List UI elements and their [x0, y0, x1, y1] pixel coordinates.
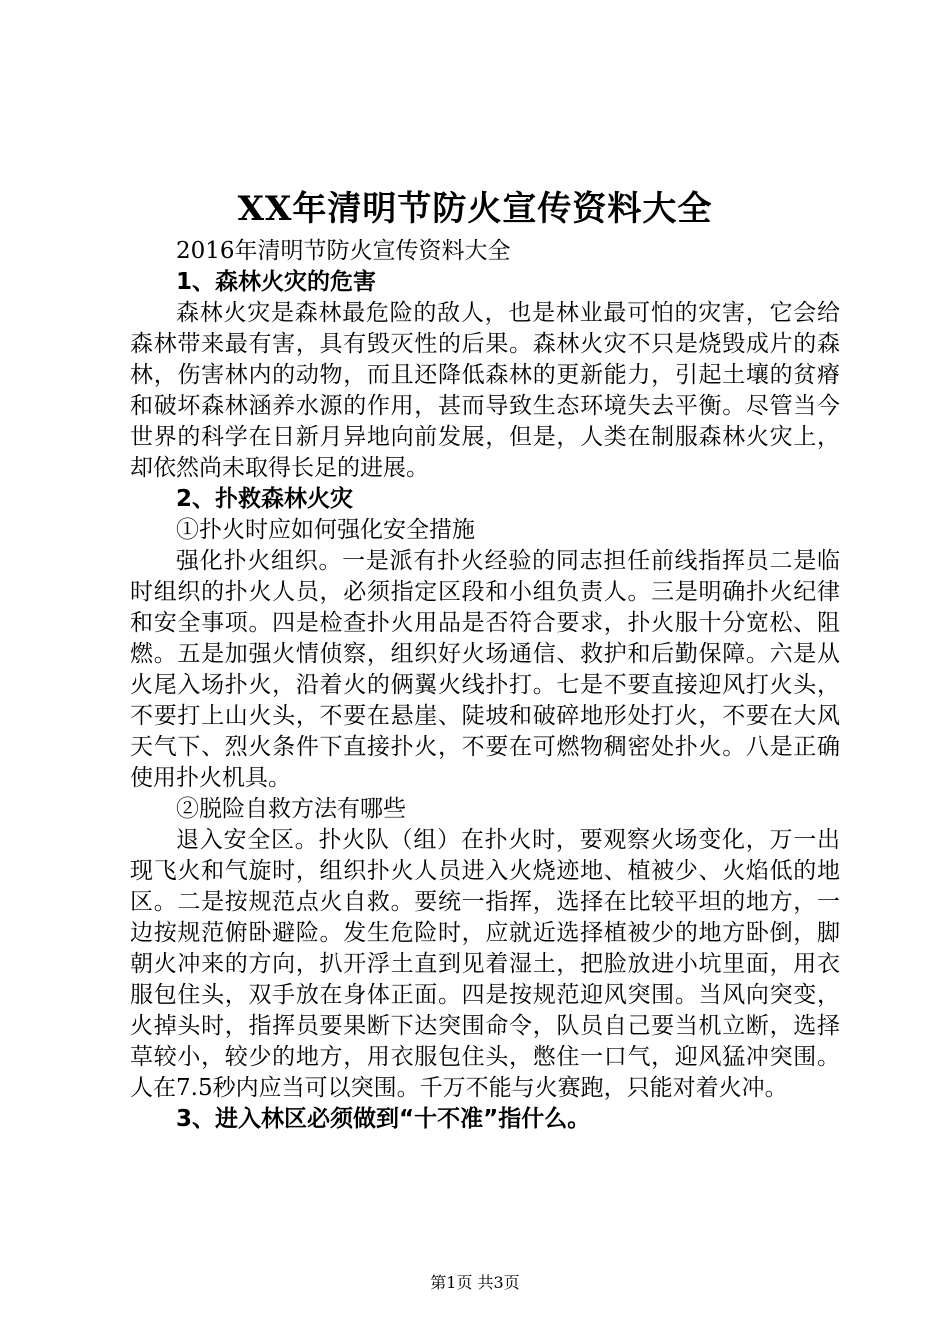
section-heading-1: 1、森林火灾的危害 [176, 269, 377, 295]
document-body [130, 236, 840, 1135]
subsection-heading-2: ②脱险自救方法有哪些 [176, 796, 406, 822]
paragraph-body: 强化扑火组织。一是派有扑火经验的同志担任前线指挥员二是临时组织的扑火人员，必须指定区段和小组负责人。三是明确扑火纪律和安全事项。四是检查扑火用品是否符合要求，扑火服十分宽松、阻燃。五是加强火情侦察，组织好火场通信、救护和后勤保障。六是从火尾入场扑火，沿着火的俩翼火线扑打。七是不要直接迎风打火头，不要打上山火头，不要在悬崖、陡坡和破碎地形处打火，不要在大风天气下、烈火条件下直接扑火，不要在可燃物稠密处扑火。八是正确使用扑火机具。 [130, 548, 840, 791]
page-footer: 第1页 共3页 [430, 1273, 520, 1292]
paragraph-body: 森林火灾是森林最危险的敌人，也是林业最可怕的灾害，它会给森林带来最有害，具有毁灭性的后果。森林火灾不只是烧毁成片的森林，伤害林内的动物，而且还降低森林的更新能力，引起土壤的贫瘠和破坏森林涵养水源的作用，甚而导致生态环境失去平衡。尽管当今世界的科学在日新月异地向前发展，但是，人类在制服森林火灾上，却依然尚未取得长足的进展。 [130, 300, 840, 481]
section-heading-3: 3、进入林区必须做到“十不准”指什么。 [176, 1106, 591, 1132]
paragraph-subtitle: 2016年清明节防火宣传资料大全 [176, 238, 511, 264]
section-heading-2: 2、扑救森林火灾 [176, 486, 354, 512]
document-title: XX年清明节防火宣传资料大全 [237, 189, 713, 229]
subsection-heading-1: ①扑火时应如何强化安全措施 [176, 517, 475, 543]
paragraph-body: 退入安全区。扑火队（组）在扑火时，要观察火场变化，万一出现飞火和气旋时，组织扑火人员进入火烧迹地、植被少、火焰低的地区。二是按规范点火自救。要统一指挥，选择在比较平坦的地方，一边按规范俯卧避险。发生危险时，应就近选择植被少的地方卧倒，脚朝火冲来的方向，扒开浮土直到见着湿土，把脸放进小坑里面，用衣服包住头，双手放在身体正面。四是按规范迎风突围。当风向突变，火掉头时，指挥员要果断下达突围命令，队员自己要当机立断，选择草较小，较少的地方，用衣服包住头，憋住一口气，迎风猛冲突围。人在7.5秒内应当可以突围。千万不能与火赛跑，只能对着火冲。 [130, 827, 840, 1101]
